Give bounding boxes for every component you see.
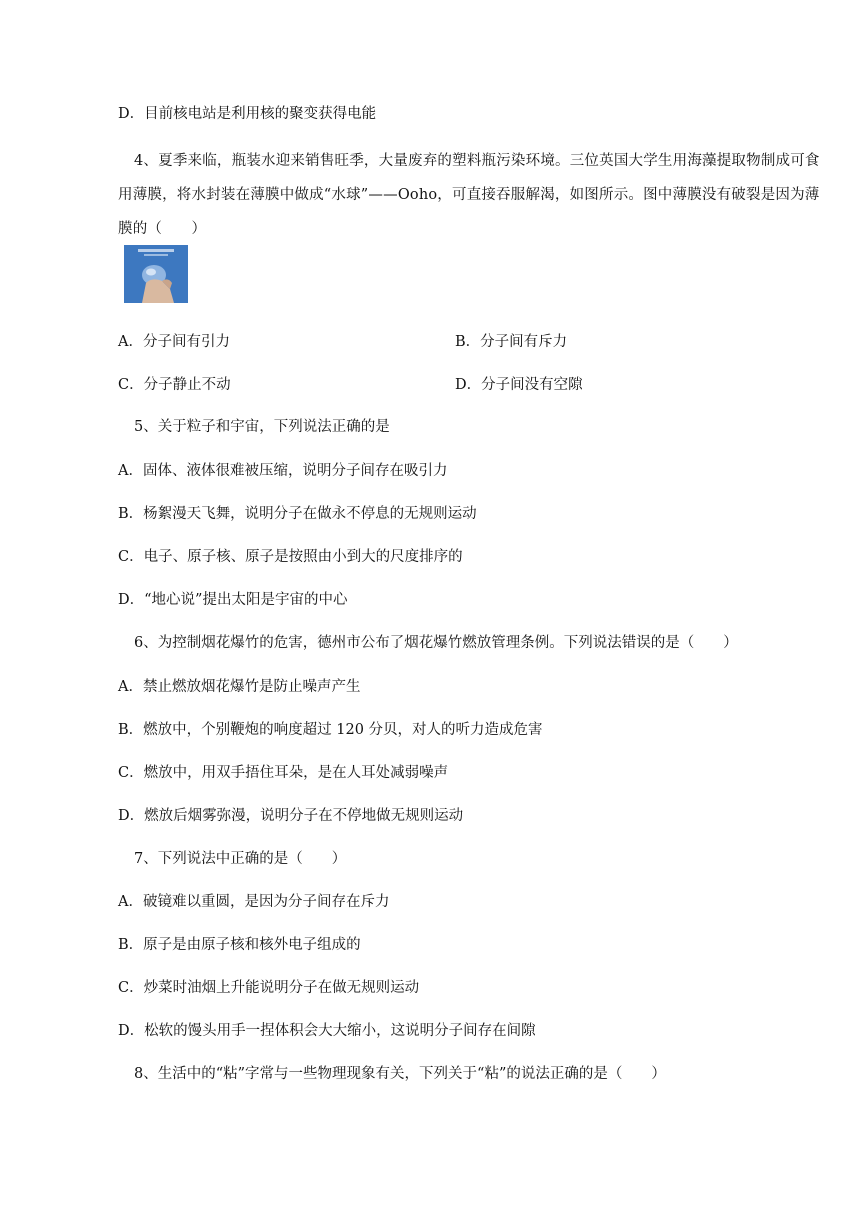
q7-stem: 7、下列说法中正确的是（ ） (134, 851, 347, 867)
q5-option-b: B．杨絮漫天飞舞，说明分子在做永不停息的无规则运动 (118, 506, 477, 522)
ooho-water-ball-image (124, 245, 188, 303)
q3-option-d: D．目前核电站是利用核的聚变获得电能 (118, 106, 377, 122)
q6-option-a: A．禁止燃放烟花爆竹是防止噪声产生 (118, 679, 361, 695)
q5-option-a: A．固体、液体很难被压缩，说明分子间存在吸引力 (118, 463, 448, 479)
q6-option-c: C．燃放中，用双手捂住耳朵，是在人耳处减弱噪声 (118, 765, 449, 781)
q6-option-b: B．燃放中，个别鞭炮的响度超过 120 分贝，对人的听力造成危害 (118, 722, 543, 738)
q7-option-a: A．破镜难以重圆，是因为分子间存在斥力 (118, 894, 390, 910)
q4-option-b: B．分子间有斥力 (455, 334, 568, 350)
q4-option-c: C．分子静止不动 (118, 377, 231, 393)
q5-stem: 5、关于粒子和宇宙，下列说法正确的是 (134, 419, 390, 435)
q7-option-d: D．松软的馒头用手一捏体积会大大缩小，这说明分子间存在间隙 (118, 1023, 536, 1039)
q7-option-c: C．炒菜时油烟上升能说明分子在做无规则运动 (118, 980, 420, 996)
q8-stem: 8、生活中的“粘”字常与一些物理现象有关，下列关于“粘”的说法正确的是（ ） (134, 1066, 666, 1082)
q5-option-d: D．“地心说”提出太阳是宇宙的中心 (118, 592, 348, 608)
q4-stem: 4、夏季来临，瓶装水迎来销售旺季，大量废弃的塑料瓶污染环境。三位英国大学生用海藻提取物制成可食用薄膜，将水封装在薄膜中做成“水球”——Ooho，可直接吞服解渴，如图所示。图中薄膜没有破裂是因为薄膜的（ ） (118, 153, 820, 237)
q4-option-d: D．分子间没有空隙 (455, 377, 583, 393)
q6-option-d: D．燃放后烟雾弥漫，说明分子在不停地做无规则运动 (118, 808, 464, 824)
q5-option-c: C．电子、原子核、原子是按照由小到大的尺度排序的 (118, 549, 463, 565)
q4-option-a: A．分子间有引力 (118, 334, 230, 350)
q6-stem: 6、为控制烟花爆竹的危害，德州市公布了烟花爆竹燃放管理条例。下列说法错误的是（ ） (134, 635, 738, 651)
q7-option-b: B．原子是由原子核和核外电子组成的 (118, 937, 361, 953)
ooho-figure (124, 245, 188, 303)
